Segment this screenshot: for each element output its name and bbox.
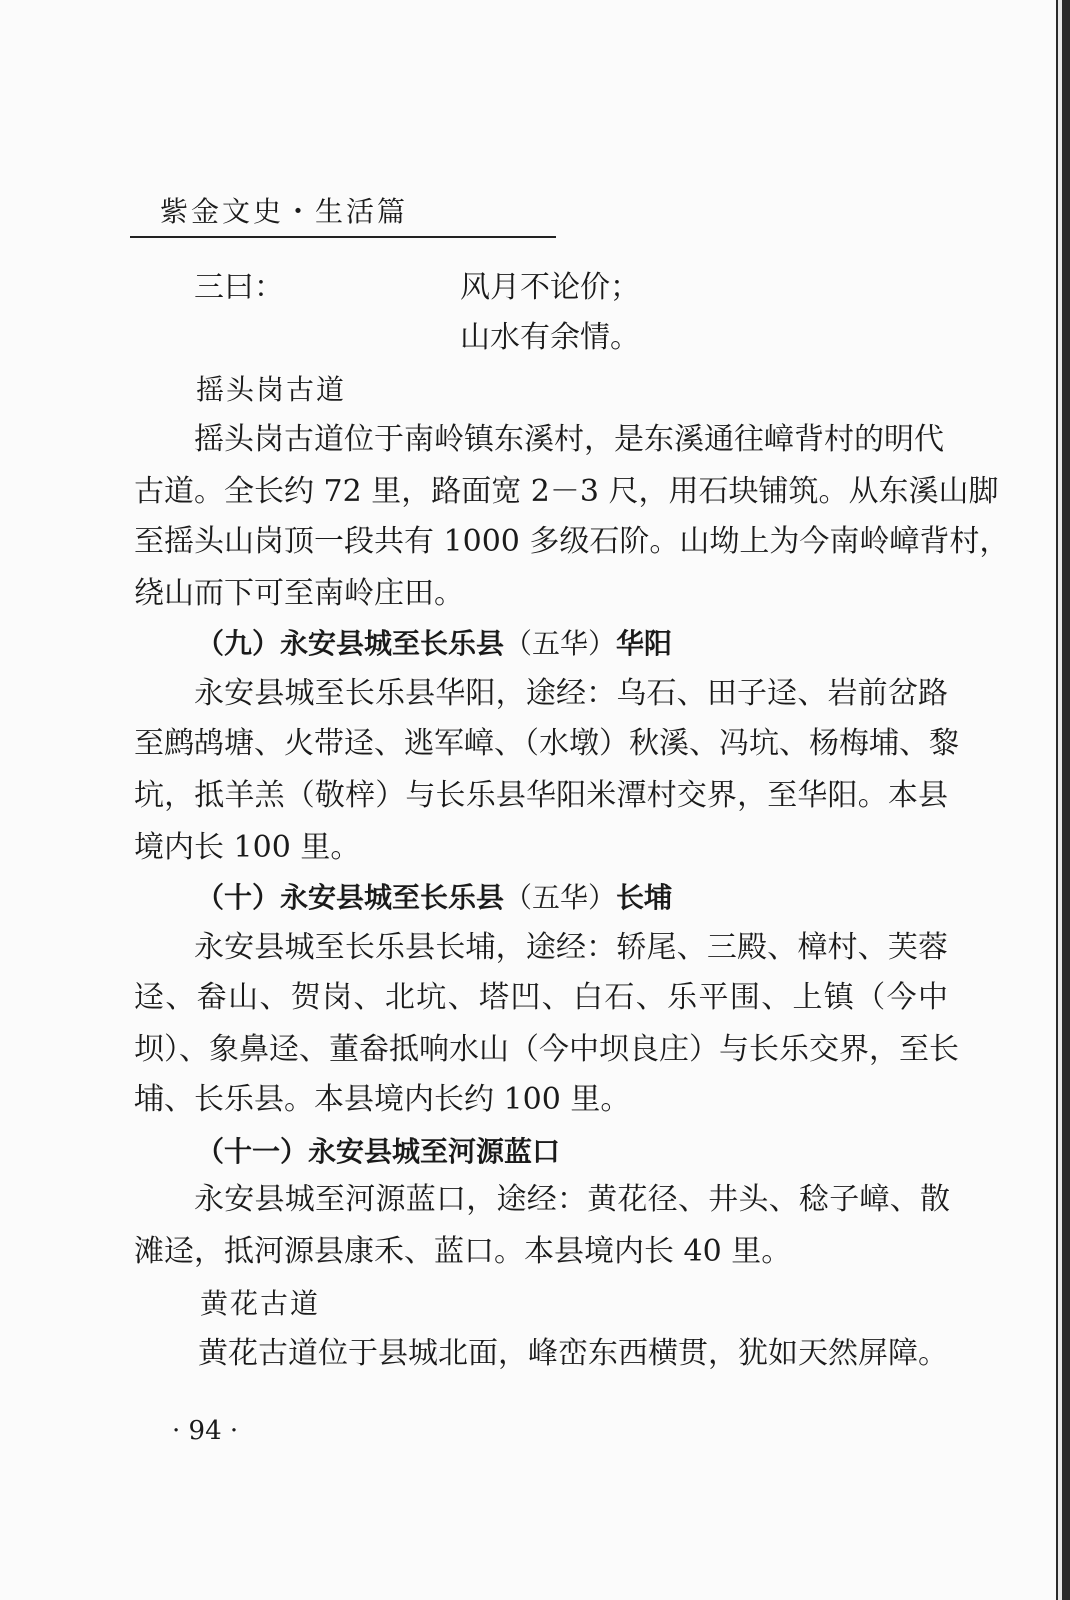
header-rule <box>130 236 556 238</box>
heading-text: 永安县城至长乐县 <box>280 881 505 914</box>
running-header: 紫金文史・生活篇 <box>160 195 409 228</box>
paragraph-line: 至鹧鸪塘、火带迳、逃军嶂、（水墩）秋溪、冯坑、杨梅埔、黎 <box>134 726 959 761</box>
paragraph-line: 绕山而下可至南岭庄田。 <box>134 576 464 611</box>
heading-number: （十一） <box>196 1135 309 1168</box>
paragraph-line: 永安县城至长乐县华阳，途经：乌石、田子迳、岩前岔路 <box>194 676 948 711</box>
paragraph-line: 境内长 100 里。 <box>134 830 361 865</box>
subsection-title-huanghua: 黄花古道 <box>200 1287 321 1320</box>
paragraph-line: 永安县城至河源蓝口，途经：黄花径、井头、稔子嶂、散 <box>194 1182 950 1217</box>
paragraph-line: 迳、畚山、贺岗、北坑、塔凹、白石、乐平围、上镇（今中 <box>134 980 948 1015</box>
heading-paren: （五华） <box>504 881 617 914</box>
page-number: · 94 · <box>172 1416 239 1446</box>
section-heading-9 <box>196 624 672 664</box>
paragraph-line: 坑，抵羊羔（敬梓）与长乐县华阳米潭村交界，至华阳。本县 <box>134 778 948 813</box>
paragraph-line: 至摇头山岗顶一段共有 1000 多级石阶。山坳上为今南岭嶂背村， <box>134 524 1010 559</box>
poem-line-2: 山水有余情。 <box>460 320 640 355</box>
section-heading-10 <box>196 878 672 918</box>
heading-number: （九） <box>196 627 281 660</box>
heading-text: 永安县城至河源蓝口 <box>308 1135 561 1168</box>
heading-text: 永安县城至长乐县 <box>280 627 505 660</box>
scan-edge <box>1056 0 1070 1600</box>
paragraph-line: 坝）、象鼻迳、董畚抵响水山（今中坝良庄）与长乐交界，至长 <box>134 1032 959 1067</box>
heading-paren: （五华） <box>504 627 617 660</box>
heading-text: 长埔 <box>616 881 673 914</box>
paragraph-line: 永安县城至长乐县长埔，途经：轿尾、三殿、樟村、芙蓉 <box>194 930 948 965</box>
subsection-title-yaotou: 摇头岗古道 <box>196 373 347 406</box>
paragraph-line: 滩迳，抵河源县康禾、蓝口。本县境内长 40 里。 <box>134 1234 792 1269</box>
heading-text: 华阳 <box>616 627 673 660</box>
paragraph-line: 黄花古道位于县城北面，峰峦东西横贯，犹如天然屏障。 <box>198 1336 948 1371</box>
paragraph-line: 古道。全长约 72 里，路面宽 2－3 尺，用石块铺筑。从东溪山脚 <box>134 474 999 509</box>
section-heading-11 <box>196 1132 560 1172</box>
paragraph-line: 摇头岗古道位于南岭镇东溪村，是东溪通往嶂背村的明代 <box>194 422 944 457</box>
paragraph-line: 埔、长乐县。本县境内长约 100 里。 <box>134 1082 631 1117</box>
poem-line-1: 风月不论价； <box>460 270 640 305</box>
heading-number: （十） <box>196 881 281 914</box>
poem-label: 三曰： <box>194 270 284 305</box>
